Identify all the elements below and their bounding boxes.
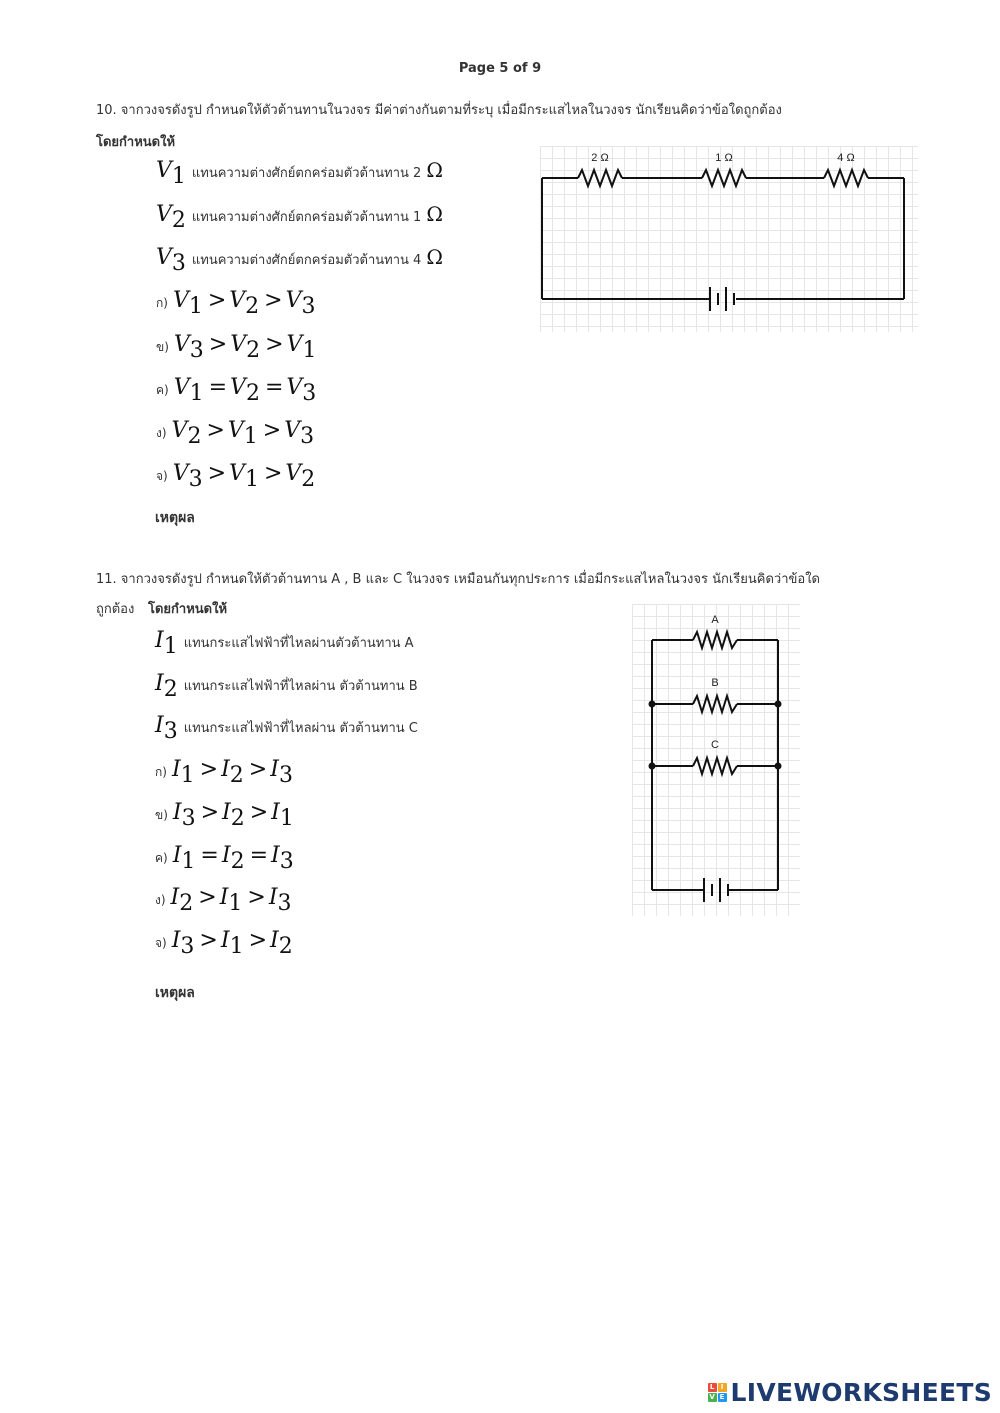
math-symbol: $I_3$ xyxy=(270,757,293,788)
math-symbol: $V_2$ xyxy=(230,375,260,406)
option-label: ค) xyxy=(155,851,168,865)
junction-dot xyxy=(649,701,656,708)
q10-given-label: โดยกำหนดให้ xyxy=(96,135,176,150)
q11-option[interactable] xyxy=(155,885,292,916)
option-label: ง) xyxy=(156,426,167,440)
q10-option[interactable] xyxy=(156,288,316,319)
math-symbol: $I_3$ xyxy=(271,843,294,874)
q10-series-circuit xyxy=(540,146,918,332)
definition-text: แทนความต่างศักย์ตกคร่อมตัวต้านทาน 2 xyxy=(191,166,422,181)
math-symbol: $I_1$ xyxy=(171,757,195,788)
option-label: ค) xyxy=(156,383,169,397)
math-symbol: $V_3$ xyxy=(284,418,315,449)
math-operator: = xyxy=(208,375,228,400)
math-operator: > xyxy=(207,288,227,313)
math-symbol: $I_2$ xyxy=(270,928,293,959)
logo-tile: V xyxy=(709,1393,715,1401)
q11-option[interactable] xyxy=(155,757,293,788)
math-operator: = xyxy=(200,843,219,868)
math-symbol: $I_3$ xyxy=(155,713,178,744)
resistor-a xyxy=(693,632,737,648)
option-label: ข) xyxy=(155,808,168,822)
definition-text: แทนกระแสไฟฟ้าที่ไหลผ่านตัวต้านทาน A xyxy=(183,636,414,651)
q10-circuit-diagram xyxy=(540,146,918,332)
math-operator: > xyxy=(248,757,268,782)
resistor-c-label: C xyxy=(711,739,719,751)
resistor-1ohm xyxy=(702,170,746,186)
definition-text: แทนความต่างศักย์ตกคร่อมตัวต้านทาน 4 xyxy=(191,253,422,268)
q10-option[interactable] xyxy=(156,375,317,406)
logo-tile: I xyxy=(718,1383,727,1392)
math-operator: > xyxy=(265,332,284,357)
definition-text: แทนกระแสไฟฟ้าที่ไหลผ่าน ตัวต้านทาน C xyxy=(183,721,418,736)
resistor-2ohm xyxy=(578,170,622,186)
junction-dot xyxy=(775,763,782,770)
math-operator: > xyxy=(264,288,283,313)
math-symbol: $I_2$ xyxy=(222,800,245,831)
definition-text: แทนกระแสไฟฟ้าที่ไหลผ่าน ตัวต้านทาน B xyxy=(183,679,418,694)
option-label: จ) xyxy=(156,469,168,483)
math-symbol: $V_2$ xyxy=(171,418,202,449)
math-operator: > xyxy=(199,928,218,953)
math-operator: = xyxy=(249,843,268,868)
junction-dot xyxy=(775,701,782,708)
math-symbol: $V_1$ xyxy=(173,375,204,406)
option-label: ง) xyxy=(155,893,166,907)
q10-option[interactable] xyxy=(156,418,315,449)
math-symbol: $V_2$ xyxy=(230,332,261,363)
option-label: ข) xyxy=(156,340,169,354)
definition-text: แทนความต่างศักย์ตกคร่อมตัวต้านทาน 1 xyxy=(191,210,422,225)
q10-option[interactable] xyxy=(156,332,317,363)
ohm-unit: Ω xyxy=(426,202,443,226)
q11-parallel-circuit xyxy=(632,604,800,916)
ohm-unit: Ω xyxy=(426,245,443,269)
math-operator: > xyxy=(247,885,266,910)
resistor-b-label: B xyxy=(711,677,719,689)
q11-option[interactable] xyxy=(155,928,293,959)
q10-definition xyxy=(156,245,443,276)
liveworksheets-logo-text: LIVEWORKSHEETS xyxy=(730,1378,992,1407)
math-symbol: $I_2$ xyxy=(221,843,245,874)
liveworksheets-logo-icon xyxy=(708,1383,727,1402)
q11-definition xyxy=(155,713,418,744)
math-operator: > xyxy=(198,885,217,910)
math-symbol: $V_2$ xyxy=(229,288,260,319)
math-symbol: $I_1$ xyxy=(220,928,244,959)
math-symbol: $I_2$ xyxy=(221,757,244,788)
q11-definition xyxy=(155,628,414,659)
q11-circuit-diagram xyxy=(632,604,800,916)
q11-option[interactable] xyxy=(155,843,294,874)
option-label: จ) xyxy=(155,936,167,950)
q11-option[interactable] xyxy=(155,800,294,831)
math-symbol: $I_1$ xyxy=(271,800,294,831)
math-operator: > xyxy=(262,418,282,443)
math-symbol: $V_3$ xyxy=(156,245,186,276)
math-operator: > xyxy=(263,461,283,486)
q11-question-line2: ถูกต้อง xyxy=(96,602,135,617)
math-symbol: $I_3$ xyxy=(172,800,196,831)
math-symbol: $V_2$ xyxy=(156,202,186,233)
math-symbol: $V_1$ xyxy=(286,332,317,363)
math-symbol: $V_1$ xyxy=(229,461,259,492)
math-operator: > xyxy=(207,461,227,486)
math-symbol: $V_3$ xyxy=(285,288,316,319)
math-symbol: $V_3$ xyxy=(173,332,204,363)
math-operator: > xyxy=(208,332,228,357)
resistor-c xyxy=(693,758,737,774)
option-label: ก) xyxy=(155,765,167,779)
math-symbol: $V_3$ xyxy=(286,375,317,406)
math-symbol: $V_1$ xyxy=(227,418,258,449)
q10-question: 10. จากวงจรดังรูป กำหนดให้ตัวต้านทานในวงจร มีค่าต่างกันตามที่ระบุ เมื่อมีกระแสไหลในวงจร นักเรียนคิดว่าข้อใดถูกต้อง xyxy=(96,103,782,118)
q11-question-line1: 11. จากวงจรดังรูป กำหนดให้ตัวต้านทาน A , B และ C ในวงจร เหมือนกันทุกประการ เมื่อมีกระแสไหลในวงจร นักเรียนคิดว่าข้อใด xyxy=(96,572,820,587)
math-operator: > xyxy=(200,800,220,825)
page-number: Page 5 of 9 xyxy=(458,61,542,76)
math-operator: > xyxy=(206,418,225,443)
q10-reason-label: เหตุผล xyxy=(155,510,195,526)
math-symbol: $I_1$ xyxy=(219,885,243,916)
resistor-b xyxy=(693,696,737,712)
math-operator: > xyxy=(199,757,219,782)
logo-tile: L xyxy=(708,1383,717,1392)
option-label: ก) xyxy=(156,296,168,310)
q11-definition xyxy=(155,671,418,702)
math-operator: > xyxy=(249,800,269,825)
resistor-2ohm-label: 2 Ω xyxy=(591,152,609,164)
junction-dot xyxy=(649,763,656,770)
q11-given-label: โดยกำหนดให้ xyxy=(148,602,228,617)
q10-definition xyxy=(156,158,443,189)
math-symbol: $V_1$ xyxy=(172,288,203,319)
resistor-a-label: A xyxy=(711,614,719,626)
liveworksheets-logo xyxy=(708,1378,992,1407)
math-operator: = xyxy=(264,375,284,400)
math-operator: > xyxy=(248,928,267,953)
math-symbol: $I_1$ xyxy=(172,843,196,874)
math-symbol: $V_2$ xyxy=(285,461,316,492)
q10-definition xyxy=(156,202,443,233)
math-symbol: $I_1$ xyxy=(155,628,178,659)
math-symbol: $I_3$ xyxy=(171,928,195,959)
logo-tile: E xyxy=(718,1393,727,1402)
q11-reason-label: เหตุผล xyxy=(155,985,195,1001)
q10-option[interactable] xyxy=(156,461,316,492)
resistor-4ohm xyxy=(824,170,868,186)
ohm-unit: Ω xyxy=(426,158,443,182)
math-symbol: $V_3$ xyxy=(172,461,203,492)
math-symbol: $I_3$ xyxy=(268,885,292,916)
math-symbol: $V_1$ xyxy=(156,158,186,189)
math-symbol: $I_2$ xyxy=(170,885,194,916)
math-symbol: $I_2$ xyxy=(155,671,178,702)
resistor-4ohm-label: 4 Ω xyxy=(837,152,855,164)
resistor-1ohm-label: 1 Ω xyxy=(715,152,733,164)
